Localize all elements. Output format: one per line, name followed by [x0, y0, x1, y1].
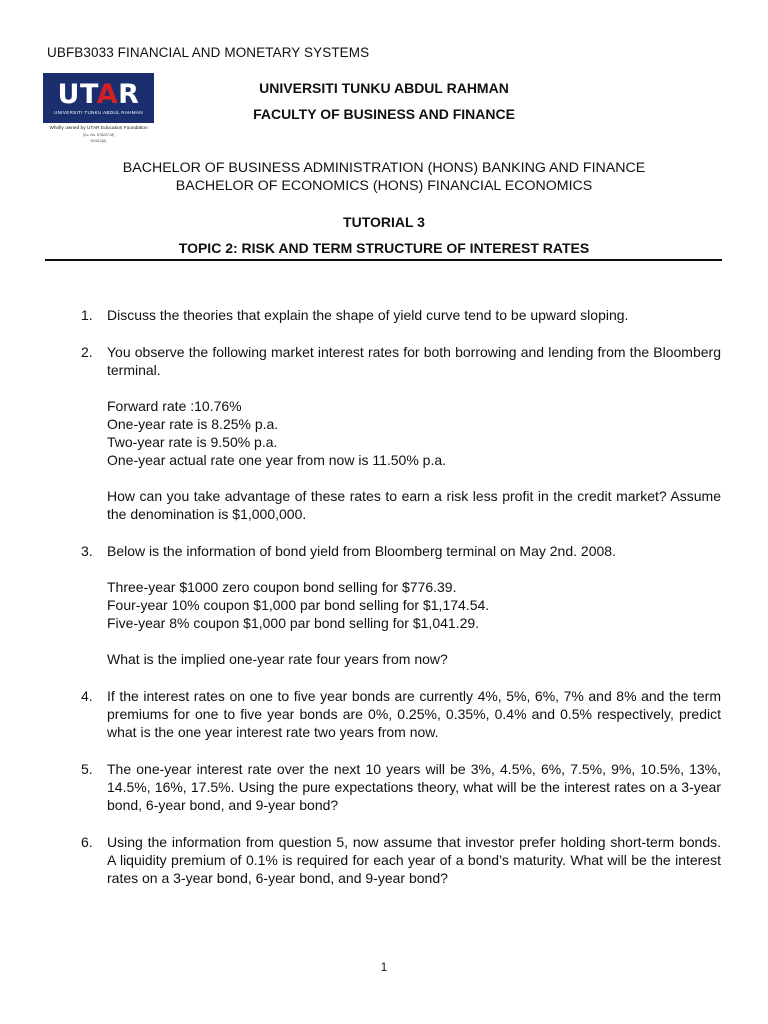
bond-line: Three-year $1000 zero coupon bond selling for $776.39.: [107, 579, 457, 595]
question-2: [0, 343, 768, 523]
topic-title: TOPIC 2: RISK AND TERM STRUCTURE OF INTEREST RATES: [178, 240, 590, 256]
logo-caption-text: Wholly owned by UTAR Education Foundation: [49, 126, 148, 131]
bond-line: Five-year 8% coupon $1,000 par bond selling for $1,041.29.: [107, 615, 480, 631]
question-4: [0, 687, 768, 741]
question-follow-up: What is the implied one-year rate four years from now?: [107, 651, 448, 667]
header-divider: [45, 259, 722, 261]
program-title-1: BACHELOR OF BUSINESS ADMINISTRATION (HONS) BANKING AND FINANCE: [122, 160, 646, 176]
logo-wordmark: UTAR: [57, 79, 140, 110]
question-number: 6.: [81, 834, 93, 850]
question-number: 3.: [81, 543, 93, 559]
question-follow-up: How can you take advantage of these rates to earn a risk less profit in the credit market? Assume the denomination is $1,000,000.: [107, 488, 721, 522]
question-text: The one-year interest rate over the next 10 years will be 3%, 4.5%, 6%, 7.5%, 9%, 10.5%, 13%, 14.5%, 16%, 17.5%. Using the pure expectations theory, what will be the interest rates on a 3-year bond, 6-year bond, and 9-year bond?: [107, 761, 721, 813]
logo-caption-code: DU012(A): [90, 139, 107, 143]
question-text: You observe the following market interest rates for both borrowing and lending from the Bloomberg terminal.: [107, 344, 721, 378]
logo-caption: [43, 126, 154, 144]
bond-line: Four-year 10% coupon $1,000 par bond selling for $1,174.54.: [107, 597, 490, 613]
question-5: [0, 760, 768, 814]
question-6: [0, 833, 768, 887]
question-text: Discuss the theories that explain the shape of yield curve tend to be upward sloping.: [107, 307, 629, 323]
question-list: [0, 306, 768, 906]
rate-line: Forward rate :10.76%: [107, 398, 242, 414]
question-1: [0, 306, 768, 324]
rate-line: Two-year rate is 9.50% p.a.: [107, 434, 278, 450]
tutorial-title: TUTORIAL 3: [343, 214, 425, 230]
question-number: 2.: [81, 344, 93, 360]
program-title-2: BACHELOR OF ECONOMICS (HONS) FINANCIAL ECONOMICS: [175, 178, 593, 194]
faculty-name: FACULTY OF BUSINESS AND FINANCE: [253, 106, 515, 122]
course-code: UBFB3033 FINANCIAL AND MONETARY SYSTEMS: [47, 45, 370, 60]
question-3: [0, 542, 768, 668]
university-name: UNIVERSITI TUNKU ABDUL RAHMAN: [259, 80, 509, 96]
page-number: 1: [380, 960, 388, 974]
question-text: Using the information from question 5, now assume that investor prefer holding short-term bonds. A liquidity premium of 0.1% is required for each year of a bond’s maturity. What will be the interest rates on a 3-year bond, 6-year bond, and 9-year bond?: [107, 834, 721, 886]
question-text: If the interest rates on one to five year bonds are currently 4%, 5%, 6%, 7% and 8% and the term premiums for one to five year bonds are 0%, 0.25%, 0.35%, 0.4% and 0.5% respectively, predict what is the one year interest rate two years from now.: [107, 688, 721, 740]
question-number: 4.: [81, 688, 93, 704]
rate-line: One-year actual rate one year from now is 11.50% p.a.: [107, 452, 447, 468]
question-number: 1.: [81, 307, 93, 323]
question-text: Below is the information of bond yield from Bloomberg terminal on May 2nd. 2008.: [107, 543, 616, 559]
logo-subtitle: UNIVERSITI TUNKU ABDUL RAHMAN: [54, 110, 143, 115]
question-number: 5.: [81, 761, 93, 777]
logo-caption-regno: (Co. No. 578227-M): [82, 133, 115, 137]
rate-line: One-year rate is 8.25% p.a.: [107, 416, 279, 432]
